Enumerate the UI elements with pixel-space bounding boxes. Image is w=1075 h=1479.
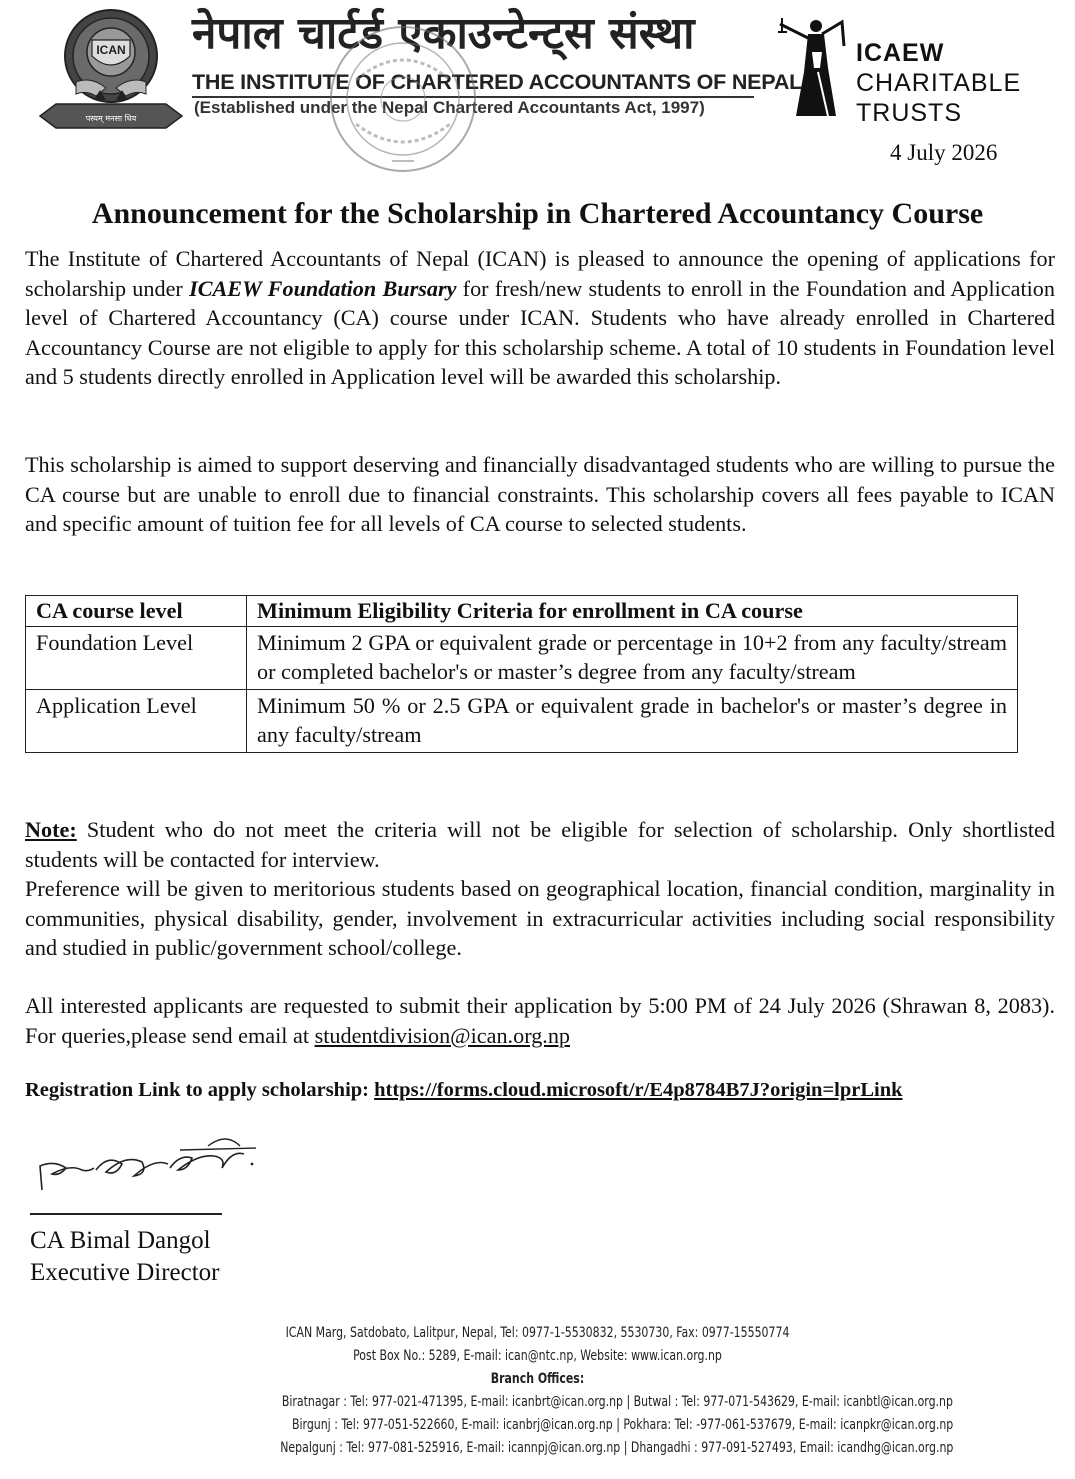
charitable-wordmark: CHARITABLE (856, 69, 1022, 97)
cell-criteria: Minimum 2 GPA or equivalent grade or percentage in 10+2 from any faculty/stream or completed bachelor's or master’s degree from any faculty/stream (247, 626, 1018, 689)
submission-paragraph: All interested applicants are requested to submit their application by 5:00 PM of 24 July 2026 (Shrawan 8, 2083). For queries,please send email at studentdivision@ican.org.np (25, 993, 1055, 1048)
table-row (26, 626, 1018, 689)
signature-line (30, 1213, 222, 1215)
branch-row: Biratnagar : Tel: 977-021-471395, E-mail: icanbrt@ican.org.np | Butwal : Tel: 977-071-543629, E-mail: icanbtl@ican.org.np (281, 1394, 953, 1410)
letterhead (0, 0, 1075, 190)
cell-criteria: Minimum 50 % or 2.5 GPA or equivalent grade in bachelor's or master’s degree in any faculty/stream (247, 689, 1018, 752)
footer-contact (0, 1322, 1075, 1460)
handwritten-signature (30, 1124, 270, 1204)
table-row (26, 689, 1018, 752)
note-paragraph: Note: Student who do not meet the criteria will not be eligible for selection of scholarship. Only shortlisted students will be contacted for interview. Preference will be given to meritorious students based on geographical location, financial condition, marginality in communities, physical disability, gender, involvement in extracurricular activities including social responsibility and studied in public/government school/college. (25, 817, 1055, 960)
eligibility-criteria-table (25, 595, 1018, 753)
bursary-name: ICAEW Foundation Bursary (189, 275, 457, 301)
svg-text:ICAN: ICAN (96, 43, 126, 57)
column-header-criteria: Minimum Eligibility Criteria for enrollment in CA course (247, 596, 1018, 627)
signatory-block (30, 1225, 220, 1289)
icaew-charitable-trusts-wordmark (856, 38, 1021, 128)
query-email-link[interactable]: studentdivision@ican.org.np (314, 1022, 571, 1048)
signatory-title: Executive Director (30, 1259, 220, 1286)
column-header-level: CA course level (26, 596, 247, 627)
cell-level: Application Level (26, 689, 247, 752)
official-seal-stamp (326, 20, 481, 178)
letter-date: 4 July 2026 (890, 140, 998, 165)
registration-label: Registration Link to apply scholarship: (25, 1079, 369, 1101)
branch-row: Birgunj : Tel: 977-051-522660, E-mail: icanbrj@ican.org.np | Pokhara: Tel: -977-061-537679, E-mail: icanpkr@ican.org.np (291, 1417, 953, 1433)
icaew-wordmark: ICAEW (856, 39, 945, 67)
nepali-institute-title: नेपाल चार्टर्ड एकाउन्टेन्ट्स संस्था (192, 8, 695, 59)
footer-address: ICAN Marg, Satdobato, Lalitpur, Nepal, Tel: 0977-1-5530832, 5530730, Fax: 0977-15550774 (285, 1325, 790, 1341)
announcement-heading: Announcement for the Scholarship in Chartered Accountancy Course (91, 197, 984, 230)
note-label: Note: (25, 817, 77, 842)
established-note: (Established under the Nepal Chartered Accountants Act, 1997) (194, 98, 705, 117)
trusts-wordmark: TRUSTS (856, 99, 962, 127)
branch-row: Nepalgunj : Tel: 977-081-525916, E-mail: icannpj@ican.org.np | Dhangadhi : 977-091-527493, Email: icandhg@ican.org.np (279, 1440, 953, 1456)
svg-text:पस्यम् मनसा धिय: पस्यम् मनसा धिय (85, 114, 137, 123)
registration-line (25, 1079, 903, 1102)
intro-paragraph: The Institute of Chartered Accountants of Nepal (ICAN) is pleased to announce the opening of applications for scholarship under ICAEW Foundation Bursary for fresh/new students to enroll in the Foundation and Application level of Chartered Accountancy (CA) course under ICAN. Students who have already enrolled in Chartered Accountancy Course are not eligible to apply for this scholarship scheme. A total of 10 students in Foundation level and 5 students directly enrolled in Application level will be awarded this scholarship. (25, 246, 1055, 389)
cell-level: Foundation Level (26, 626, 247, 689)
footer-postbox: Post Box No.: 5289, E-mail: ican@ntc.np, Website: www.ican.org.np (353, 1348, 722, 1364)
ican-logo (36, 4, 186, 134)
icaew-logo-figure (778, 12, 850, 120)
registration-link[interactable]: https://forms.cloud.microsoft/r/E4p8784B7J?origin=lprLink (374, 1079, 903, 1101)
signatory-name: CA Bimal Dangol (30, 1227, 211, 1254)
table-header-row (26, 596, 1018, 627)
english-institute-title: THE INSTITUTE OF CHARTERED ACCOUNTANTS OF NEPAL (192, 70, 803, 94)
purpose-paragraph: This scholarship is aimed to support deserving and financially disadvantaged students who are willing to pursue the CA course but are unable to enroll due to financial constraints. This scholarship covers all fees payable to ICAN and specific amount of tuition fee for all levels of CA course to selected students. (25, 452, 1055, 536)
branch-offices-heading: Branch Offices: (490, 1371, 585, 1387)
preference-text: Preference will be given to meritorious students based on geographical location, financial condition, marginality in communities, physical disability, gender, involvement in extracurricular activities including social responsibility and studied in public/government school/college. (25, 876, 1055, 960)
